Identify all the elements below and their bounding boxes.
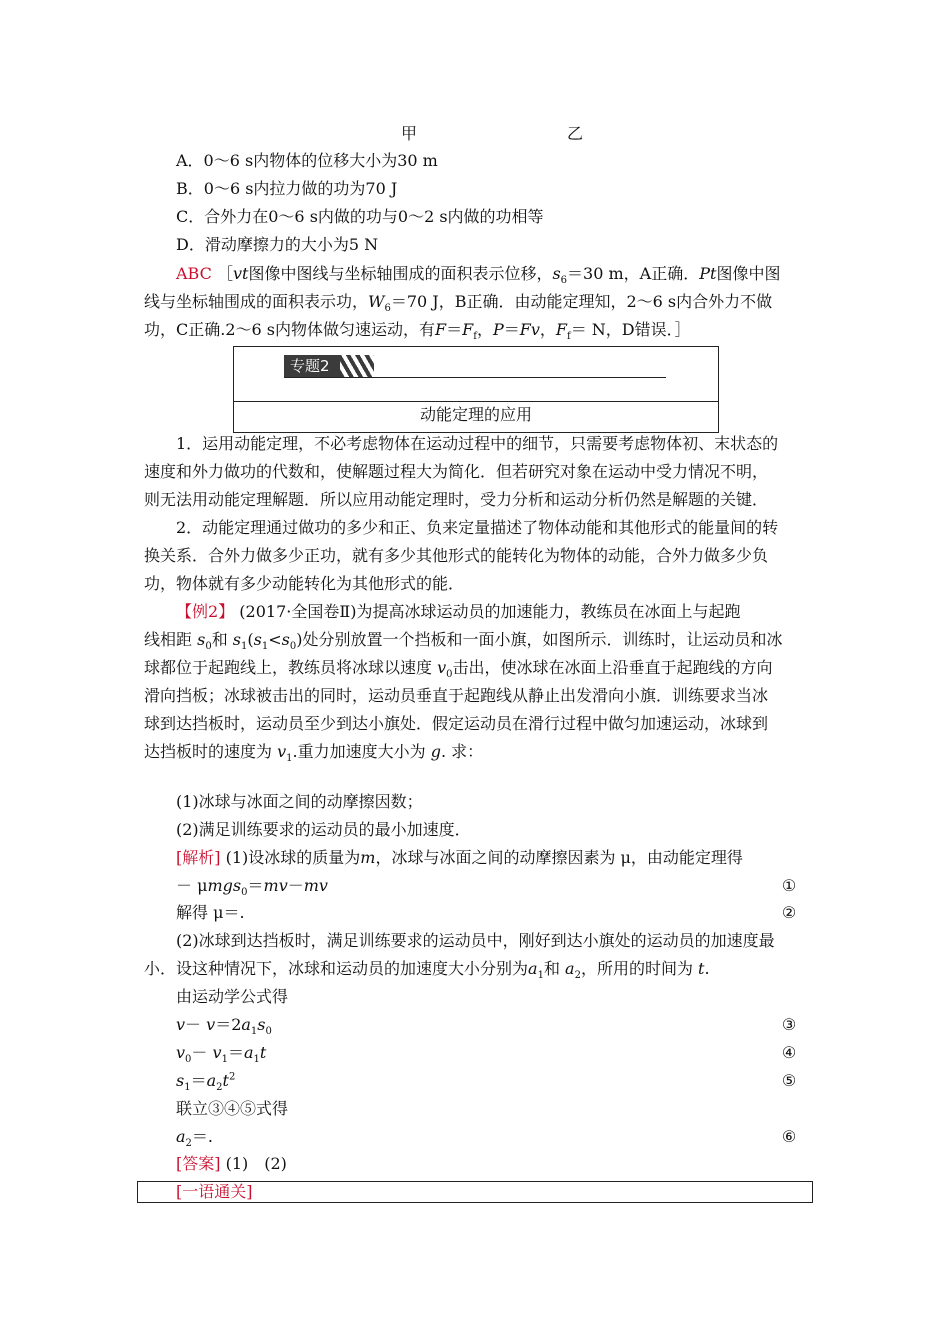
- figure-label-yi: 乙: [567, 124, 584, 143]
- topic-divider: [234, 401, 718, 402]
- option-c: C．合外力在0～6 s内做的功与0～2 s内做的功相等: [176, 207, 544, 226]
- text: 球都位于起跑线上，教练员将冰球以速度: [144, 658, 438, 677]
- text: 2: [228, 1071, 236, 1083]
- text: 图像中图线与坐标轴围成的面积表示位移，: [248, 264, 553, 283]
- text: 0: [446, 669, 453, 681]
- text: ＝: [446, 320, 463, 339]
- equation-number-5: ⑤: [781, 1071, 797, 1090]
- text: 和: [543, 959, 566, 978]
- answer-tag: [答案]: [176, 1154, 221, 1173]
- text: t: [698, 959, 705, 978]
- text: F: [555, 320, 567, 339]
- text: mv: [263, 876, 288, 895]
- text: a: [206, 1071, 217, 1090]
- equation-4: [176, 1043, 267, 1066]
- text: s: [257, 1015, 266, 1034]
- example-line-3: [144, 658, 773, 681]
- answer-line: [176, 1154, 287, 1174]
- text: s: [176, 1071, 185, 1090]
- summary-box: [137, 1181, 813, 1203]
- text: mv: [303, 876, 328, 895]
- example-line-6: [144, 742, 484, 765]
- text: ＝: [503, 320, 520, 339]
- text: F: [462, 320, 474, 339]
- text: v: [206, 1015, 216, 1034]
- text: v: [212, 1043, 222, 1062]
- example-line-2: [144, 630, 783, 653]
- text: ＝ N，D错误．］: [570, 320, 691, 339]
- option-d: D．滑动摩擦力的大小为5 N: [176, 235, 379, 254]
- option-b: B．0～6 s内拉力做的功为70 J: [176, 179, 398, 198]
- text: 线与坐标轴围成的面积表示功，: [144, 292, 369, 311]
- topic-rule: [284, 377, 666, 378]
- topic-tag-stripes: [340, 355, 374, 377]
- text: .重力加速度大小为: [292, 742, 431, 761]
- text: Fv: [519, 320, 540, 339]
- text: W: [368, 292, 385, 311]
- equation-number-1: ①: [781, 876, 797, 895]
- text: －: [191, 1043, 213, 1062]
- topic-box: [233, 346, 719, 433]
- para2-line-1: 2．动能定理通过做功的多少和正、负来定量描述了物体动能和其他形式的能量间的转: [176, 518, 779, 537]
- text: .: [704, 959, 710, 978]
- equation-number-2: ②: [781, 903, 797, 922]
- text: v: [437, 658, 447, 677]
- example-line-5: 球到达挡板时，运动员至少到达小旗处．假定运动员在滑行过程中做匀加速运动，冰球到: [144, 714, 769, 733]
- equation-1: [176, 876, 328, 899]
- text: ＝: [247, 876, 264, 895]
- text: a: [528, 959, 538, 978]
- solution-part2-line-2: [144, 959, 710, 982]
- equation-2: 解得 μ＝.: [176, 903, 245, 922]
- text: (2017·全国卷Ⅱ)为提高冰球运动员的加速能力，教练员在冰面上与起跑: [239, 602, 741, 621]
- text: 1: [241, 641, 248, 653]
- text: 6: [560, 275, 568, 287]
- text: )处分别放置一个挡板和一面小旗，如图所示．训练时，让运动员和冰: [296, 630, 783, 649]
- summary-label: [一语通关]: [176, 1182, 253, 1201]
- text: 达挡板时的速度为: [144, 742, 278, 761]
- text: ，: [476, 320, 493, 339]
- text: ＝: [227, 1043, 244, 1062]
- text: s: [552, 264, 561, 283]
- text: g: [430, 742, 441, 761]
- para1-line-3: 则无法用动能定理解题．所以应用动能定理时，受力分析和运动分析仍然是解题的关键．: [144, 490, 769, 509]
- para2-line-2: 换关系．合外力做多少正功，就有多少其他形式的能转化为物体的动能，合外力做多少负: [144, 546, 769, 565]
- para1-line-1: 1．运用动能定理，不必考虑物体在运动过程中的细节，只需要考虑物体初、末状态的: [176, 434, 779, 453]
- text: 1: [537, 970, 544, 982]
- text: ，冰球与冰面之间的动摩擦因素为 μ，由动能定理得: [375, 848, 743, 867]
- analysis-line-2: [144, 292, 773, 315]
- text: －: [185, 1015, 207, 1034]
- text: 0: [265, 1026, 272, 1038]
- text: 6: [384, 303, 391, 315]
- text: 功，C正确.2～6 s内物体做匀速运动，有: [144, 320, 435, 339]
- text: f: [567, 331, 571, 343]
- text: 击出，使冰球在冰面上沿垂直于起跑线的方向: [452, 658, 773, 677]
- text: 和: [211, 630, 233, 649]
- text: v: [277, 742, 287, 761]
- text: ＝70 J，B正确．由动能定理知，2～6 s内合外力不做: [390, 292, 773, 311]
- text: 1: [286, 753, 293, 765]
- text: 0: [241, 887, 248, 899]
- text: mgs: [207, 876, 242, 895]
- text: (1) (2): [225, 1154, 287, 1173]
- text: 0: [289, 641, 297, 653]
- question-2: (2)满足训练要求的运动员的最小加速度．: [176, 820, 471, 839]
- text: 0: [185, 1054, 192, 1066]
- text: F: [435, 320, 447, 339]
- text: 小．设这种情况下，冰球和运动员的加速度大小分别为: [144, 959, 529, 978]
- equation-number-4: ④: [781, 1043, 797, 1062]
- text: f: [473, 331, 477, 343]
- text: 2: [185, 1138, 192, 1150]
- text: t: [222, 1071, 229, 1090]
- text: s: [232, 630, 241, 649]
- text: ［: [216, 264, 233, 283]
- text: a: [241, 1015, 251, 1034]
- figure-label-jia: 甲: [401, 124, 418, 143]
- text: －: [287, 876, 304, 895]
- kinematics-intro: 由运动学公式得: [176, 987, 289, 1006]
- text: 2: [216, 1082, 223, 1094]
- text: a: [243, 1043, 254, 1062]
- option-a: A．0～6 s内物体的位移大小为30 m: [176, 151, 438, 170]
- para1-line-2: 速度和外力做功的代数和，使解题过程大为简化．但若研究对象在运动中受力情况不明，: [144, 462, 769, 481]
- example-tag: 【例2】: [176, 602, 235, 621]
- analysis-line-1: [176, 264, 781, 287]
- text: 1: [250, 1026, 258, 1038]
- text: － μ: [176, 876, 208, 895]
- equation-number-6: ⑥: [781, 1127, 797, 1146]
- topic-title: 动能定理的应用: [419, 405, 532, 424]
- para2-line-3: 功，物体就有多少动能转化为其他形式的能．: [144, 574, 465, 593]
- topic-tag: 专题2: [284, 355, 340, 377]
- text: P: [492, 320, 504, 339]
- text: s: [197, 630, 206, 649]
- analysis-line-3: [144, 320, 691, 343]
- text: (1)设冰球的质量为: [225, 848, 361, 867]
- equation-number-3: ③: [781, 1015, 797, 1034]
- text: s: [253, 630, 262, 649]
- text: 2: [574, 970, 581, 982]
- text: 1: [221, 1054, 228, 1066]
- text: a: [565, 959, 575, 978]
- equation-5: [176, 1071, 236, 1094]
- text: Pt: [699, 264, 717, 283]
- text: ＝: [190, 1071, 207, 1090]
- example-line-1: [176, 602, 740, 622]
- solution-line-1: [176, 848, 743, 868]
- text: (: [247, 630, 254, 649]
- text: <: [268, 630, 282, 649]
- text: s: [281, 630, 290, 649]
- text: ＝2: [215, 1015, 242, 1034]
- question-1: (1)冰球与冰面之间的动摩擦因数；: [176, 792, 423, 811]
- text: a: [176, 1127, 186, 1146]
- text: 1: [184, 1082, 191, 1094]
- text: 0: [205, 641, 212, 653]
- example-line-4: 滑向挡板；冰球被击出的同时，运动员垂直于起跑线从静止出发滑向小旗．训练要求当冰: [144, 686, 769, 705]
- text: ＝.: [191, 1127, 214, 1146]
- text: ，: [539, 320, 556, 339]
- solution-part2-line-1: (2)冰球到达挡板时，满足训练要求的运动员中，刚好到达小旗处的运动员的加速度最: [176, 931, 775, 950]
- text: 线相距: [144, 630, 198, 649]
- equation-3: [176, 1015, 272, 1038]
- text: v: [176, 1043, 186, 1062]
- answer-label: ABC: [176, 264, 212, 283]
- text: t: [259, 1043, 267, 1062]
- text: v: [176, 1015, 186, 1034]
- text: 图像中图: [716, 264, 781, 283]
- text: . 求：: [440, 742, 484, 761]
- text: 1: [261, 641, 269, 653]
- text: vt: [232, 264, 249, 283]
- text: ，所用的时间为: [580, 959, 699, 978]
- combine-text: 联立③④⑤式得: [176, 1099, 289, 1118]
- text: m: [360, 848, 376, 867]
- equation-6: [176, 1127, 214, 1150]
- text: 1: [253, 1054, 260, 1066]
- solution-tag: [解析]: [176, 848, 221, 867]
- text: ＝30 m，A正确．: [567, 264, 700, 283]
